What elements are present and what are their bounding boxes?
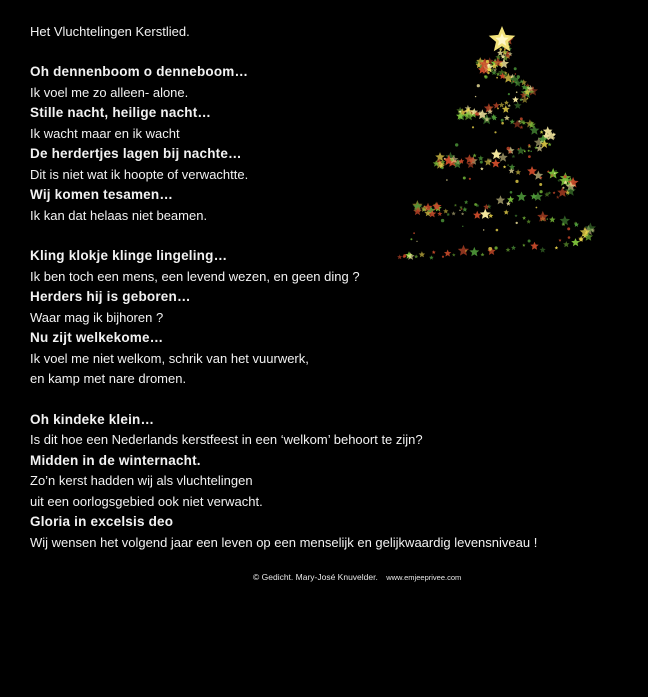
- copyright-credit: © Gedicht. Mary-José Knuvelder.: [253, 572, 378, 582]
- verse-line: Dit is niet wat ik hoopte of verwachtte.: [30, 166, 249, 182]
- verse-line: Is dit hoe een Nederlands kerstfeest in een ‘welkom’ behoort te zijn?: [30, 432, 423, 447]
- christmas-tree-icon: [395, 22, 605, 277]
- verse-line-bold: De herdertjes lagen bij nachte…: [30, 146, 242, 161]
- footer: [253, 572, 461, 582]
- verse-line: Ik wacht maar en ik wacht: [30, 125, 180, 141]
- verse-line: Ik ben toch een mens, een levend wezen, en geen ding ?: [30, 268, 360, 284]
- verse-line: Ik voel me zo alleen- alone.: [30, 84, 189, 100]
- website-link: www.emjeeprivee.com: [386, 573, 462, 582]
- verse-line-bold: Wij komen tesamen…: [30, 187, 174, 202]
- verse-line-bold: Herders hij is geboren…: [30, 289, 191, 304]
- verse-line-bold: Gloria in excelsis deo: [30, 514, 174, 529]
- verse-line: Zo’n kerst hadden wij als vluchtelingen: [30, 473, 253, 488]
- verse-line-bold: Oh kindeke klein…: [30, 411, 155, 427]
- poem-title: Het Vluchtelingen Kerstlied.: [30, 24, 190, 39]
- verse-line: Ik kan dat helaas niet beamen.: [30, 207, 208, 223]
- verse-line-bold: Kling klokje klinge lingeling…: [30, 248, 228, 263]
- stanza: [30, 410, 590, 554]
- verse-line-bold: Stille nacht, heilige nacht…: [30, 105, 212, 120]
- verse-line: Wij wensen het volgend jaar een leven op een menselijk en gelijkwaardig levensniveau !: [30, 534, 538, 550]
- verse-line: en kamp met nare dromen.: [30, 371, 187, 386]
- verse-line-bold: Oh dennenboom o denneboom…: [30, 64, 249, 79]
- verse-line: uit een oorlogsgebied ook niet verwacht.: [30, 493, 263, 509]
- verse-line: Waar mag ik bijhoren ?: [30, 309, 164, 325]
- verse-line: Ik voel me niet welkom, schrik van het vuurwerk,: [30, 350, 309, 366]
- verse-line-bold: Nu zijt welkekome…: [30, 330, 164, 345]
- verse-line-bold: Midden in de winternacht.: [30, 452, 201, 468]
